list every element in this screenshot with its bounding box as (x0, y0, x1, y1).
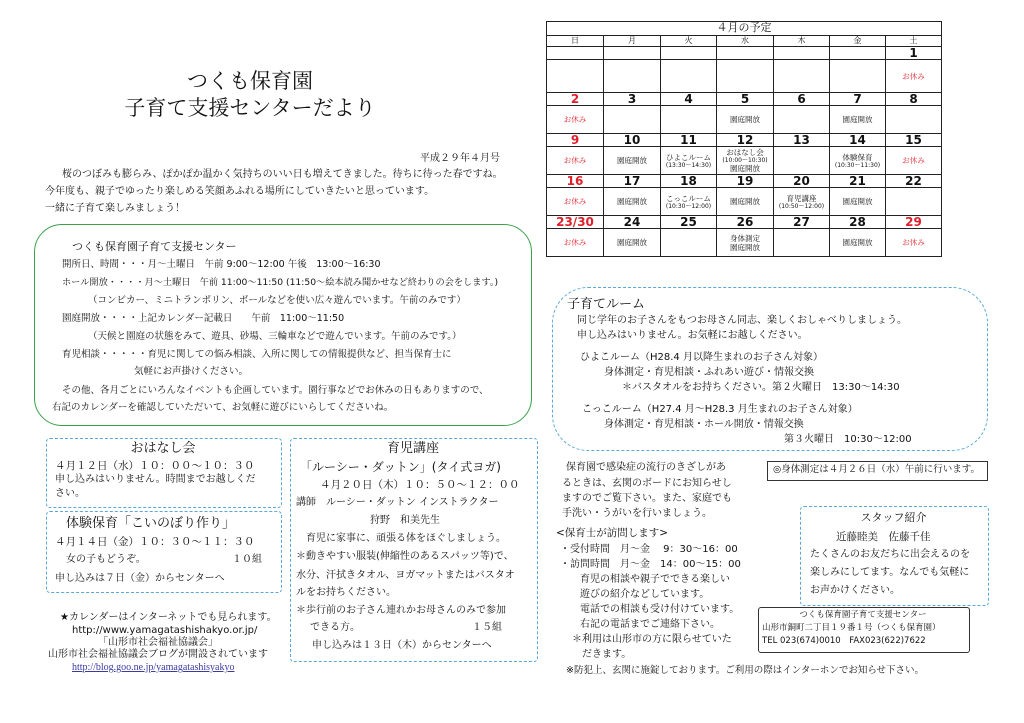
event-9: お休み (563, 156, 587, 165)
links-intro: ★カレンダーはインターネットでも見られます。 (60, 612, 277, 623)
ohanashi-time: ４月１２日（水）１０：００～１０：３０ (55, 460, 255, 472)
staff-heading: スタッフ紹介 (860, 511, 927, 524)
event-24: 園庭開放 (617, 238, 647, 247)
notice-line-1: 保育園で感染症の流行のきざしがあ (566, 462, 726, 473)
visit-desc-2: 遊びの紹介などしています。 (580, 589, 710, 600)
april-calendar (546, 21, 942, 257)
weekday-mon: 月 (604, 36, 661, 47)
day-20: 20 (774, 175, 830, 188)
center-garden-note: （天候と園庭の状態をみて、遊具、砂場、三輪車などで遊んでいます。午前のみです。） (88, 331, 462, 342)
koza-time: ４月２０日（木）１０：５０～１２：００ (320, 479, 520, 491)
visit-desc-1: 育児の相談や親子でできる楽しい (580, 574, 730, 585)
day-19: 19 (717, 175, 774, 188)
koza-note-4: ＊歩行前のお子さん連れかお母さんのみで参加 (296, 605, 506, 616)
center-consult-2: 気軽にお声掛けください。 (134, 366, 249, 377)
taiken-note: 女の子もどうぞ。 (66, 554, 146, 565)
event-12: おはなし会 (726, 148, 764, 157)
weekday-sun: 日 (547, 36, 604, 47)
koza-lecturer: 講師 ルーシー・ダットン インストラクター (296, 497, 499, 508)
visit-hours: ・訪問時間 月～金 14：00～15：00 (560, 559, 741, 570)
center-hall-note: （コンビカー、ミニトランポリン、ボールなどを使い広々遊んでいます。午前のみです） (88, 295, 466, 306)
day-22: 22 (886, 175, 942, 188)
event-23: お休み (563, 238, 587, 247)
intro-line-3: 一緒に子育て楽しみましょう！ (45, 203, 185, 214)
title-line-2: 子育て支援センターだより (124, 96, 376, 120)
event-20-time: (10:50～12:00) (778, 202, 825, 210)
day-14: 14 (830, 134, 886, 147)
links-shakyo-name: 「山形市社会福祉協議会」 (98, 637, 218, 648)
contact-phone: TEL 023(674)0010 FAX023(622)7622 (762, 636, 926, 646)
event-18-time: (10:30～12:00) (665, 202, 712, 210)
day-28: 28 (830, 216, 886, 229)
center-consult: 育児相談・・・・・育児に関しての悩み相談、入所に関しての情報提供など、担当保育士に (62, 349, 452, 360)
weekday-fri: 金 (830, 36, 886, 47)
kokko-schedule: 第３火曜日 10:30～12:00 (784, 434, 912, 445)
center-garden: 園庭開放・・・・上記カレンダー記載日 午前 11:00～11:50 (62, 313, 345, 324)
day-3: 3 (604, 93, 661, 106)
event-20: 育児講座 (786, 193, 817, 203)
kosodate-room-heading: 子育てルーム (567, 297, 646, 312)
notice-line-2: るときは、玄関のボードにお知らせし (562, 478, 732, 489)
koza-lecturer-name: 狩野 和美先生 (370, 515, 440, 526)
event-2: お休み (563, 115, 587, 124)
visit-note-1: ＊利用は山形市の方に限らせていた (572, 634, 732, 645)
contact-address: 山形市銅町二丁目１９番１号（つくも保育園） (762, 623, 941, 633)
taiken-time: ４月１４日（金）１０：３０～１１：３０ (55, 536, 255, 548)
koza-note-5: できる方。 (310, 622, 360, 633)
staff-msg-2: 楽しみにしてます。なんでも気軽に (810, 567, 970, 578)
event-11-time: (13:30～14:30) (665, 161, 712, 169)
kokko-content: 身体測定・育児相談・ホール開放・情報交換 (604, 419, 804, 430)
day-17: 17 (604, 175, 661, 188)
koza-heading: 育児講座 (386, 441, 439, 456)
hiyoko-note: ＊バスタオルをお持ちください。第２火曜日 13:30～14:30 (622, 382, 900, 393)
day-5: 5 (717, 93, 774, 106)
weekday-sat: 土 (886, 36, 942, 47)
day-7: 7 (830, 93, 886, 106)
taiken-capacity: １０組 (232, 554, 262, 565)
day-21: 21 (830, 175, 886, 188)
day-1: 1 (886, 47, 942, 60)
event-21: 園庭開放 (842, 197, 873, 206)
koza-capacity: １５組 (472, 622, 502, 633)
event-16: お休み (563, 197, 587, 206)
event-29: お休み (902, 238, 925, 247)
day-6: 6 (774, 93, 830, 106)
weekday-thu: 木 (774, 36, 830, 47)
visit-heading: <保育士が訪問します> (556, 527, 669, 539)
intro-line-1: 桜のつぼみも膨らみ、ぽかぽか温かく気持ちのいい日も増えてきました。待ちに待った春ですね。 (62, 169, 503, 180)
weekday-tue: 火 (661, 36, 717, 47)
calendar-title: ４月の予定 (716, 21, 772, 34)
day-15: 15 (886, 134, 942, 147)
staff-msg-3: お声かけください。 (810, 585, 900, 596)
ohanashi-note: 申し込みはいりません。時間までお越しくだ (55, 474, 256, 485)
title-line-1: つくも保育園 (187, 69, 313, 93)
event-17: 園庭開放 (617, 197, 647, 206)
staff-msg-1: たくさんのお友だちに出会えるのを (810, 549, 970, 560)
visit-note-2: だきます。 (582, 649, 632, 660)
link-blog[interactable]: http://blog.goo.ne.jp/yamagatashisyakyo (72, 662, 235, 673)
day-23-30: 23/30 (547, 216, 604, 229)
event-19: 園庭開放 (730, 197, 760, 206)
issue-date: 平成２９年４月号 (420, 153, 500, 164)
day-26: 26 (717, 216, 774, 229)
ohanashi-note-2: さい。 (55, 488, 85, 499)
day-11: 11 (661, 134, 717, 147)
day-10: 10 (604, 134, 661, 147)
contact-name: つくも保育園子育て支援センター (799, 610, 927, 620)
day-4: 4 (661, 93, 717, 106)
notice-line-4: 手洗い・うがいを行いましょう。 (562, 508, 712, 519)
link-shakyo[interactable]: http://www.yamagatashishakyo.or.jp/ (72, 625, 258, 636)
day-25: 25 (661, 216, 717, 229)
intro-line-2: 今年度も、親子でゆったり楽しめる笑顔あふれる場所にしていきたいと思っています。 (45, 186, 435, 197)
staff-names: 近藤睦美 佐藤千佳 (836, 531, 931, 543)
day-9: 9 (547, 134, 604, 147)
taiken-apply: 申し込みは７日（金）からセンターへ (55, 573, 225, 584)
day-13: 13 (774, 134, 830, 147)
koza-note-2: 水分、汗拭きタオル、ヨガマットまたはバスタオ (296, 570, 515, 581)
kokko-room: こっこルーム（H27.4 月～H28.3 月生まれのお子さん対象） (582, 404, 858, 415)
event-7: 園庭開放 (842, 115, 873, 124)
visit-reception: ・受付時間 月～金 9：30～16：00 (560, 544, 738, 555)
day-8: 8 (886, 93, 942, 106)
day-24: 24 (604, 216, 661, 229)
koza-note-1: ＊動きやすい服装(伸縮性のあるスパッツ等)で、 (296, 551, 514, 562)
day-29: 29 (886, 216, 942, 229)
event-11: ひよこルーム (666, 152, 711, 162)
event-12-time: (10:00～10:30) (722, 157, 768, 164)
center-hall: ホール開放・・・・月～土曜日 午前 11:00～11:50 (11:50～絵本読み聞かせなど終わりの会をします。) (62, 277, 499, 288)
event-14: 体験保育 (842, 152, 873, 162)
footer-note: ※防犯上、玄関に施錠しております。ご利用の際はインターホンでお知らせ下さい。 (566, 665, 925, 676)
center-other-2: 右記のカレンダーを確認していただいて、お気軽に遊びにいらしてくださいね。 (52, 402, 394, 413)
links-blog-intro: 山形市社会福祉協議会ブログが開設されています (48, 649, 268, 660)
day-12: 12 (717, 134, 774, 147)
event-5: 園庭開放 (730, 115, 760, 124)
event-14-time: (10:30～11:30) (834, 161, 881, 169)
ohanashi-heading: おはなし会 (130, 441, 196, 456)
event-18: こっこルーム (666, 193, 711, 203)
day-2: 2 (547, 93, 604, 106)
event-28: 園庭開放 (842, 238, 873, 247)
koza-desc: 育児に家事に、頑張る体をほぐしましょう。 (306, 533, 506, 544)
hiyoko-content: 身体測定・育児相談・ふれあい遊び・情報交換 (604, 367, 814, 378)
center-heading: つくも保育園子育て支援センター (72, 240, 237, 253)
weekday-wed: 水 (717, 36, 774, 47)
day-27: 27 (774, 216, 830, 229)
event-26-extra: 園庭開放 (730, 242, 760, 252)
visit-desc-4: 右記の電話までご連絡下さい。 (580, 619, 720, 630)
event-15: お休み (902, 156, 925, 165)
visit-desc-3: 電話での相談も受け付けています。 (580, 604, 740, 615)
taiken-heading: 体験保育「こいのぼり作り」 (66, 516, 236, 531)
day-16: 16 (547, 175, 604, 188)
event-12-extra: 園庭開放 (730, 164, 760, 173)
kosodate-room-line-1: 同じ学年のお子さんをもつお母さん同志、楽しくおしゃべりしましょう。 (577, 315, 907, 326)
day-18: 18 (661, 175, 717, 188)
event-10: 園庭開放 (617, 156, 647, 165)
calendar-weekday-row (547, 36, 942, 47)
kosodate-room-line-2: 申し込みはいりません。お気軽にお越しください。 (577, 330, 808, 341)
hiyoko-room: ひよこルーム（H28.4 月以降生まれのお子さん対象） (580, 352, 823, 363)
koza-note-3: ルをお持ちください。 (296, 587, 396, 598)
koza-apply: 申し込みは１３日（木）からセンターへ (312, 640, 492, 651)
center-hours: 開所日、時間・・・月～土曜日 午前 9:00～12:00 午後 13:00～16:30 (62, 259, 381, 270)
event-26: 身体測定 (730, 233, 760, 243)
koza-subheading: 「ルーシー・ダットン」(タイ式ヨガ) (300, 460, 501, 474)
measure-note: ◎身体測定は４月２６日（水）午前に行います。 (773, 464, 981, 475)
center-other: その他、各月ごとにいろんなイベントも企画しています。園行事などでお休みの日もありますので、 (62, 385, 489, 396)
event-1: お休み (902, 71, 925, 81)
notice-line-3: ますのでご覧下さい。また、家庭でも (562, 493, 732, 504)
